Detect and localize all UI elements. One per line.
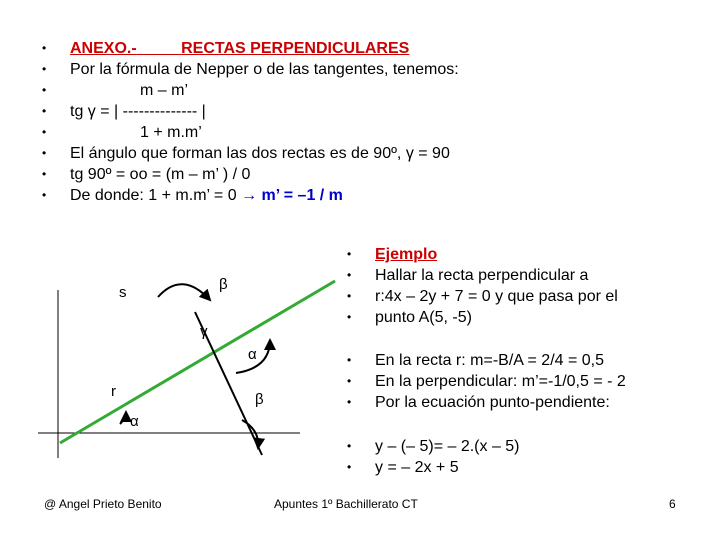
bullet-icon: • <box>347 439 352 453</box>
example-line: Hallar la recta perpendicular a <box>375 267 589 284</box>
label-alpha-bottom: α <box>130 413 139 430</box>
bullet-icon: • <box>42 62 47 76</box>
angle-arc-alpha-bottom <box>120 412 126 424</box>
equation-line: y – (– 5)= – 2.(x – 5) <box>375 438 520 455</box>
angle-statement: El ángulo que forman las dos rectas es de 90º, γ = 90 <box>70 145 450 162</box>
arrow-right-icon: → <box>241 187 258 204</box>
formula-denominator: 1 + m.m’ <box>140 124 202 141</box>
bullet-icon: • <box>347 353 352 367</box>
footer-author: @ Angel Prieto Benito <box>44 497 162 511</box>
tangent-90-statement: tg 90º = oo = (m – m’ ) / 0 <box>70 166 251 183</box>
bullet-icon: • <box>42 41 47 55</box>
bullet-icon: • <box>42 167 47 181</box>
calc-line: En la recta r: m=-B/A = 2/4 = 0,5 <box>375 352 605 369</box>
bullet-icon: • <box>347 460 352 474</box>
bullet-icon: • <box>42 125 47 139</box>
formula-tangent: tg γ = | -------------- | <box>70 103 206 120</box>
label-s: s <box>119 284 127 301</box>
title-prefix: ANEXO.- <box>70 40 137 57</box>
bullet-icon: • <box>347 268 352 282</box>
formula-intro: Por la fórmula de Nepper o de las tangentes, tenemos: <box>70 61 459 78</box>
calc-line: En la perpendicular: m’=-1/0,5 = - 2 <box>375 373 626 390</box>
label-beta-top: β <box>219 276 228 293</box>
page-title: RECTAS PERPENDICULARES <box>181 40 410 57</box>
bullet-icon: • <box>347 289 352 303</box>
label-r: r <box>111 383 116 400</box>
example-title: Ejemplo <box>375 246 438 263</box>
bullet-icon: • <box>347 310 352 324</box>
label-beta-bottom: β <box>255 391 264 408</box>
slope-relation: m’ = –1 / m <box>261 187 343 204</box>
conclusion-text: De donde: 1 + m.m’ = 0 <box>70 187 237 204</box>
bullet-icon: • <box>42 146 47 160</box>
bullet-icon: • <box>42 104 47 118</box>
label-alpha-right: α <box>248 346 257 363</box>
bullet-icon: • <box>42 83 47 97</box>
line-r <box>60 281 335 443</box>
example-line: punto A(5, -5) <box>375 309 472 326</box>
calc-line: Por la ecuación punto-pendiente: <box>375 394 610 411</box>
label-gamma: γ <box>200 323 208 340</box>
equation-line: y = – 2x + 5 <box>375 459 459 476</box>
angle-arc-beta-top <box>158 284 210 300</box>
bullet-icon: • <box>347 374 352 388</box>
footer-course: Apuntes 1º Bachillerato CT <box>274 497 418 511</box>
page-number: 6 <box>669 497 676 511</box>
example-line: r:4x – 2y + 7 = 0 y que pasa por el <box>375 288 618 305</box>
bullet-icon: • <box>347 395 352 409</box>
formula-numerator: m – m’ <box>140 82 188 99</box>
bullet-icon: • <box>347 247 352 261</box>
bullet-icon: • <box>42 188 47 202</box>
